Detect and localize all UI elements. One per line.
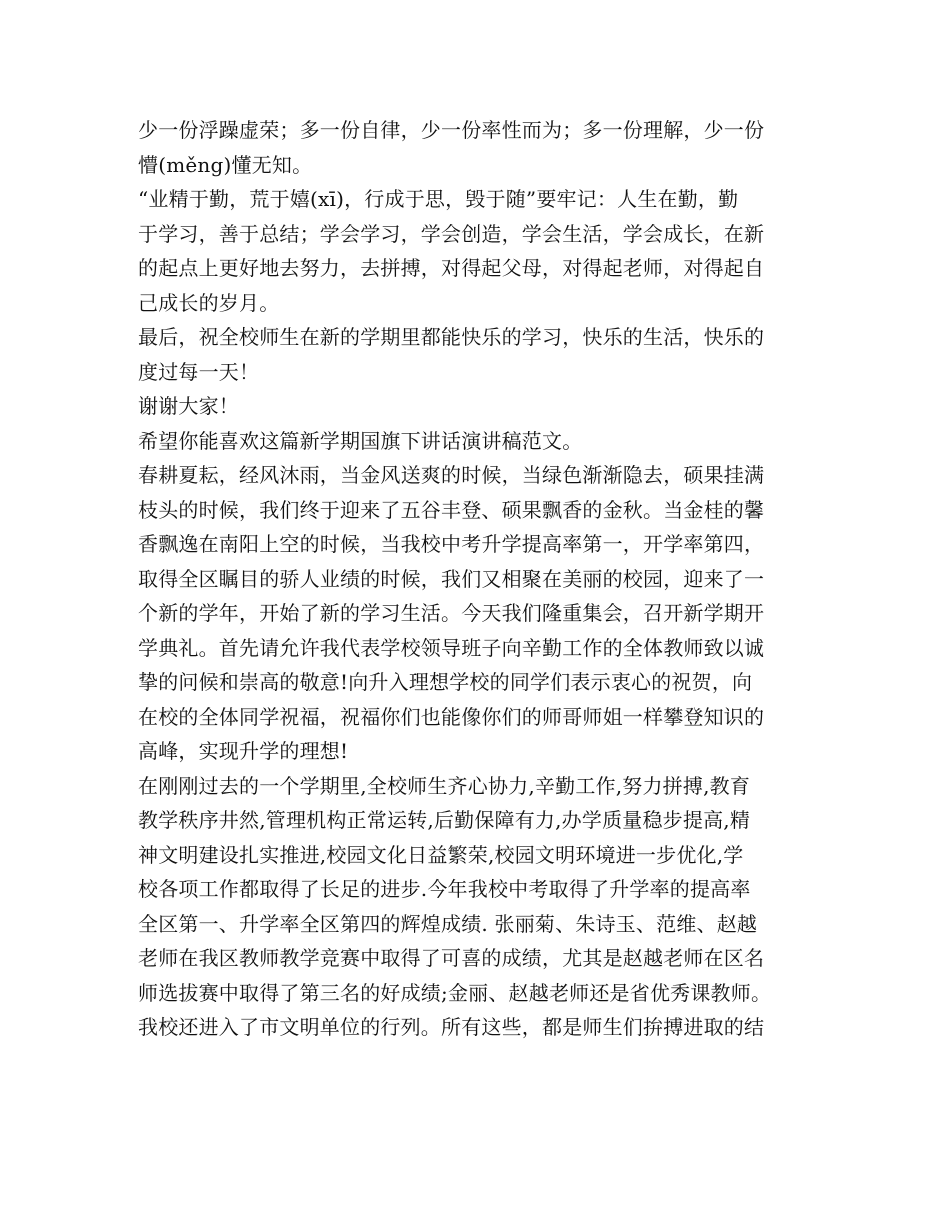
text-line: 春耕夏耘，经风沐雨，当金风送爽的时候，当绿色渐渐隐去，硕果挂满 [138,463,765,487]
text-line: 枝头的时候，我们终于迎来了五谷丰登、硕果飘香的金秋。当金桂的馨 [138,497,765,522]
text-line: 全区第一、升学率全区第四的辉煌成绩. 张丽菊、朱诗玉、范维、赵越 [138,911,758,936]
text-line: 己成长的岁月。 [138,290,280,315]
text-line: 懵(měng)懂无知。 [138,152,313,177]
text-line: 在刚刚过去的一个学期里,全校师生齐心协力,辛勤工作,努力拼搏,教育 [138,773,751,798]
text-line: 的起点上更好地去努力，去拼搏，对得起父母，对得起老师，对得起自 [138,256,765,280]
text-line: 少一份浮躁虚荣；多一份自律，少一份率性而为；多一份理解，少一份 [138,118,765,142]
text-line: 神文明建设扎实推进,校园文化日益繁荣,校园文明环境进一步优化,学 [138,842,744,867]
text-line: 谢谢大家！ [138,394,239,418]
text-line: 我校还进入了市文明单位的行列。所有这些，都是师生们拚搏进取的结 [138,1015,765,1039]
text-line: 希望你能喜欢这篇新学期国旗下讲话演讲稿范文。 [138,428,583,453]
text-line: 师选拔赛中取得了第三名的好成绩;金丽、赵越老师还是省优秀课教师。 [138,980,772,1005]
text-line: 高峰，实现升学的理想! [138,739,349,763]
text-line: 教学秩序井然,管理机构正常运转,后勤保障有力,办学质量稳步提高,精 [138,808,751,832]
text-line: 于学习，善于总结；学会学习，学会创造，学会生活，学会成长，在新 [138,221,765,246]
text-line: 香飘逸在南阳上空的时候，当我校中考升学提高率第一，开学率第四， [138,532,765,556]
text-line: 校各项工作都取得了长足的进步.今年我校中考取得了升学率的提高率 [138,877,751,901]
text-line: 度过每一天！ [138,359,260,384]
text-line: “业精于勤，荒于嬉(xī)，行成于思，毁于随”要牢记：人生在勤，勤 [138,187,739,211]
text-line: 取得全区瞩目的骄人业绩的时候，我们又相聚在美丽的校园，迎来了一 [138,566,765,591]
text-line: 在校的全体同学祝福，祝福你们也能像你们的师哥师姐一样攀登知识的 [138,704,765,729]
text-line: 挚的问候和崇高的敬意!向升入理想学校的同学们表示衷心的祝贺，向 [138,670,753,694]
text-line: 老师在我区教师教学竞赛中取得了可喜的成绩，尤其是赵越老师在区名 [138,946,765,970]
text-line: 最后，祝全校师生在新的学期里都能快乐的学习，快乐的生活，快乐的 [138,325,765,349]
document-body [138,113,828,1045]
text-line: 学典礼。首先请允许我代表学校领导班子向辛勤工作的全体教师致以诚 [138,635,765,660]
text-line: 个新的学年，开始了新的学习生活。今天我们隆重集会，召开新学期开 [138,601,765,625]
